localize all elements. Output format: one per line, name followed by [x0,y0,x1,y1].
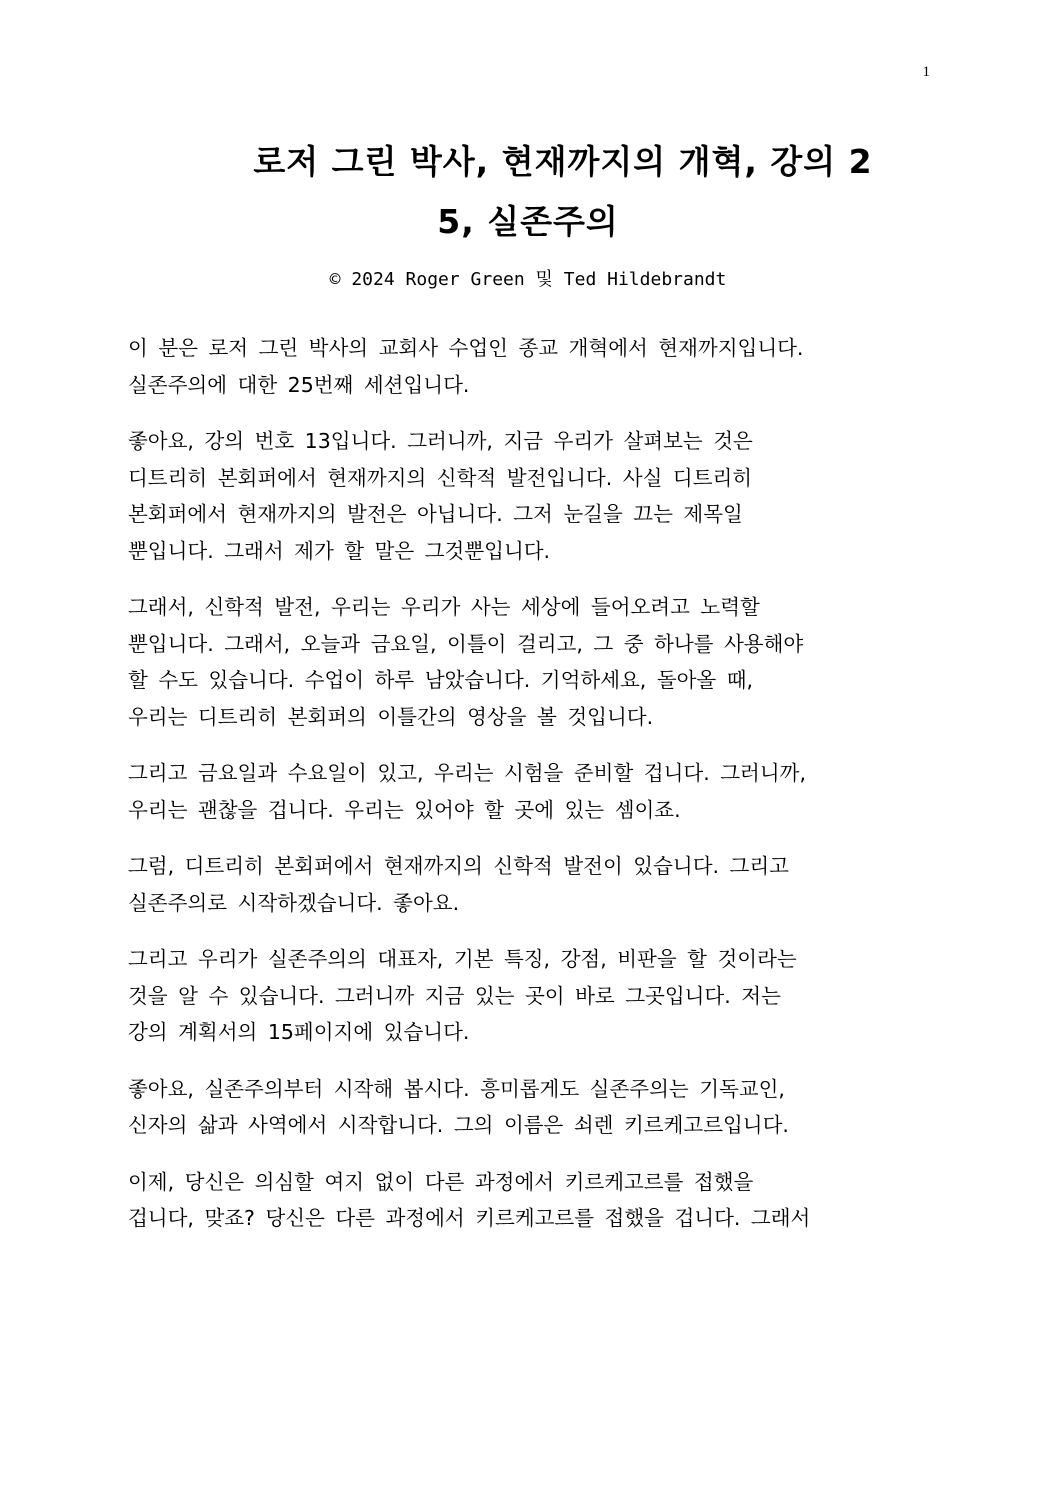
title-line-2: 5, 실존주의 [437,202,619,241]
paragraph-line: 실존주의에 대한 25번째 세션입니다. [128,372,470,397]
paragraph-3 [128,589,938,735]
page-number: 1 [922,64,930,80]
paragraph-5 [128,848,938,921]
paragraph-line: 신자의 삶과 사역에서 시작합니다. 그의 이름은 쇠렌 키르케고르입니다. [128,1113,789,1137]
paragraph-line: 좋아요, 강의 번호 13입니다. 그러니까, 지금 우리가 살펴보는 것은 [128,429,753,453]
paragraph-line: 그리고 우리가 실존주의의 대표자, 기본 특징, 강점, 비판을 할 것이라는 [128,947,797,971]
paragraph-8 [128,1164,938,1237]
title-line-1: 로저 그린 박사, 현재까지의 개혁, 강의 2 [253,142,873,181]
paragraph-4 [128,755,938,828]
paragraph-line: 강의 계획서의 15페이지에 있습니다. [128,1020,470,1044]
document-body [128,330,938,1257]
paragraph-line: 겁니다, 맞죠? 당신은 다른 과정에서 키르케고르를 접했을 겁니다. 그래서 [128,1206,811,1230]
paragraph-line: 디트리히 본회퍼에서 현재까지의 신학적 발전입니다. 사실 디트리히 [128,465,753,490]
paragraph-line: 우리는 디트리히 본회퍼의 이틀간의 영상을 볼 것입니다. [128,704,654,729]
document-title [128,132,928,252]
paragraph-line: 그럼, 디트리히 본회퍼에서 현재까지의 신학적 발전이 있습니다. 그리고 [128,854,789,878]
paragraph-line: 뿐입니다. 그래서 제가 할 말은 그것뿐입니다. [128,538,551,563]
paragraph-line: 우리는 괜찮을 겁니다. 우리는 있어야 할 곳에 있는 셈이죠. [128,797,681,822]
paragraph-line: 이 분은 로저 그린 박사의 교회사 수업인 종교 개혁에서 현재까지입니다. [128,336,804,360]
paragraph-2 [128,423,938,569]
paragraph-6 [128,941,938,1051]
paragraph-line: 그리고 금요일과 수요일이 있고, 우리는 시험을 준비할 겁니다. 그러니까, [128,761,806,785]
paragraph-line: 좋아요, 실존주의부터 시작해 봅시다. 흥미롭게도 실존주의는 기독교인, [128,1076,785,1101]
paragraph-line: 이제, 당신은 의심할 여지 없이 다른 과정에서 키르케고르를 접했을 [128,1169,754,1194]
paragraph-7 [128,1071,938,1144]
paragraph-line: 실존주의로 시작하겠습니다. 좋아요. [128,890,460,915]
paragraph-line: 것을 알 수 있습니다. 그러니까 지금 있는 곳이 바로 그곳입니다. 저는 [128,983,781,1008]
paragraph-1 [128,330,938,403]
paragraph-line: 할 수도 있습니다. 수업이 하루 남았습니다. 기억하세요, 돌아올 때, [128,668,754,692]
copyright-notice: © 2024 Roger Green 및 Ted Hildebrandt [329,269,727,290]
paragraph-line: 뿐입니다. 그래서, 오늘과 금요일, 이틀이 걸리고, 그 중 하나를 사용해야 [128,631,804,656]
paragraph-line: 그래서, 신학적 발전, 우리는 우리가 사는 세상에 들어오려고 노력할 [128,595,760,619]
paragraph-line: 본회퍼에서 현재까지의 발전은 아닙니다. 그저 눈길을 끄는 제목일 [128,502,743,526]
